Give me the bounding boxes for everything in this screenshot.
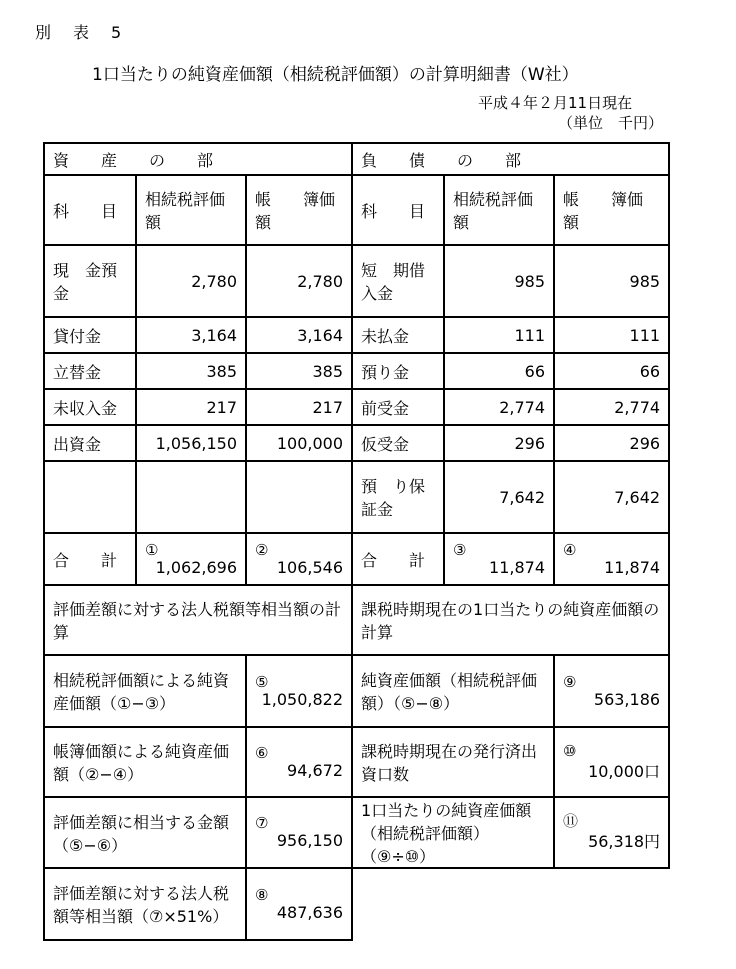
- asset-item: 貸付金: [44, 317, 136, 353]
- asset-item: 立替金: [44, 353, 136, 389]
- calc-label-9: 純資産価額（相続税評価額）（⑤−⑧）: [352, 655, 554, 727]
- asset-total-eval: 1,062,696: [155, 557, 237, 577]
- liab-item: 預り金: [352, 353, 444, 389]
- liab-item: 未払金: [352, 317, 444, 353]
- liab-book: 2,774: [554, 389, 669, 425]
- calc-label-11: 1口当たりの純資産価額（相続税評価額）（⑨÷⑩）: [352, 797, 554, 868]
- value-10: 10,000口: [588, 761, 661, 781]
- liab-eval: 985: [444, 245, 554, 317]
- liabilities-section-header: 負 債 の 部: [352, 143, 669, 175]
- asset-item: [44, 461, 136, 533]
- mark-10: ⑩: [563, 741, 577, 760]
- liab-total-eval: 11,874: [489, 557, 546, 577]
- asset-book: 3,164: [246, 317, 352, 353]
- liab-item: 短 期借入金: [352, 245, 444, 317]
- liab-book: 296: [554, 425, 669, 461]
- page-title: 1口当たりの純資産価額（相続税評価額）の計算明細書（W社）: [92, 65, 579, 85]
- mark-9: ⑨: [563, 672, 577, 691]
- value-6: 94,672: [287, 760, 344, 780]
- asset-total-book: 106,546: [276, 557, 344, 577]
- asset-book: 385: [246, 353, 352, 389]
- calc-label-5: 相続税評価額による純資産価額（①−③）: [44, 655, 246, 727]
- liab-eval: 111: [444, 317, 554, 353]
- mark-11: ⑪: [563, 812, 579, 830]
- asset-book: 2,780: [246, 245, 352, 317]
- table-number: 別 表 5: [35, 23, 125, 42]
- liab-eval: 7,642: [444, 461, 554, 533]
- liab-total-book: 11,874: [604, 557, 661, 577]
- liab-item: 預 り保証金: [352, 461, 444, 533]
- liab-col-book: 帳 簿価 額: [554, 175, 669, 245]
- liab-item: 前受金: [352, 389, 444, 425]
- liab-eval: 66: [444, 353, 554, 389]
- asset-total-label: 合 計: [44, 533, 136, 585]
- mark-8: ⑧: [255, 885, 269, 904]
- asset-eval: 2,780: [136, 245, 246, 317]
- mark-1: ①: [145, 540, 159, 559]
- asset-col-item: 科 目: [44, 175, 136, 245]
- liab-col-item: 科 目: [352, 175, 444, 245]
- calc-right-heading: 課税時期現在の1口当たりの純資産価額の計算: [352, 585, 669, 655]
- liab-book: 66: [554, 353, 669, 389]
- value-8: 487,636: [276, 902, 344, 922]
- assets-section-header: 資 産 の 部: [44, 143, 352, 175]
- asset-book: [246, 461, 352, 533]
- liab-total-label: 合 計: [352, 533, 444, 585]
- asset-book: 217: [246, 389, 352, 425]
- calc-label-6: 帳簿価額による純資産価額（②−④）: [44, 727, 246, 797]
- mark-6: ⑥: [255, 743, 269, 762]
- asset-item: 出資金: [44, 425, 136, 461]
- liab-eval: 2,774: [444, 389, 554, 425]
- balance-table: [43, 142, 676, 941]
- mark-2: ②: [255, 540, 269, 559]
- calc-label-7: 評価差額に相当する金額（⑤−⑥）: [44, 797, 246, 868]
- value-11: 56,318円: [588, 832, 661, 851]
- unit-label: （単位 千円）: [558, 114, 664, 132]
- mark-3: ③: [453, 540, 467, 559]
- asset-col-eval: 相続税評価額: [136, 175, 246, 245]
- liab-book: 111: [554, 317, 669, 353]
- liab-item: 仮受金: [352, 425, 444, 461]
- asset-item: 現 金預 金: [44, 245, 136, 317]
- asset-eval: 3,164: [136, 317, 246, 353]
- liab-book: 7,642: [554, 461, 669, 533]
- calc-left-heading: 評価差額に対する法人税額等相当額の計算: [44, 585, 352, 655]
- asset-eval: 1,056,150: [136, 425, 246, 461]
- asset-eval: 217: [136, 389, 246, 425]
- mark-7: ⑦: [255, 814, 269, 832]
- liab-eval: 296: [444, 425, 554, 461]
- liab-col-eval: 相続税評価額: [444, 175, 554, 245]
- value-5: 1,050,822: [261, 689, 344, 709]
- asset-item: 未収入金: [44, 389, 136, 425]
- value-7: 956,150: [276, 831, 344, 850]
- asset-book: 100,000: [246, 425, 352, 461]
- asset-col-book: 帳 簿価 額: [246, 175, 352, 245]
- calc-label-10: 課税時期現在の発行済出資口数: [352, 727, 554, 797]
- liab-book: 985: [554, 245, 669, 317]
- asset-eval: [136, 461, 246, 533]
- mark-5: ⑤: [255, 672, 269, 691]
- asset-eval: 385: [136, 353, 246, 389]
- calc-label-8: 評価差額に対する法人税額等相当額（⑦×51%）: [44, 868, 246, 940]
- mark-4: ④: [563, 540, 577, 559]
- value-9: 563,186: [593, 689, 661, 709]
- date-label: 平成４年２月11日現在: [478, 94, 633, 112]
